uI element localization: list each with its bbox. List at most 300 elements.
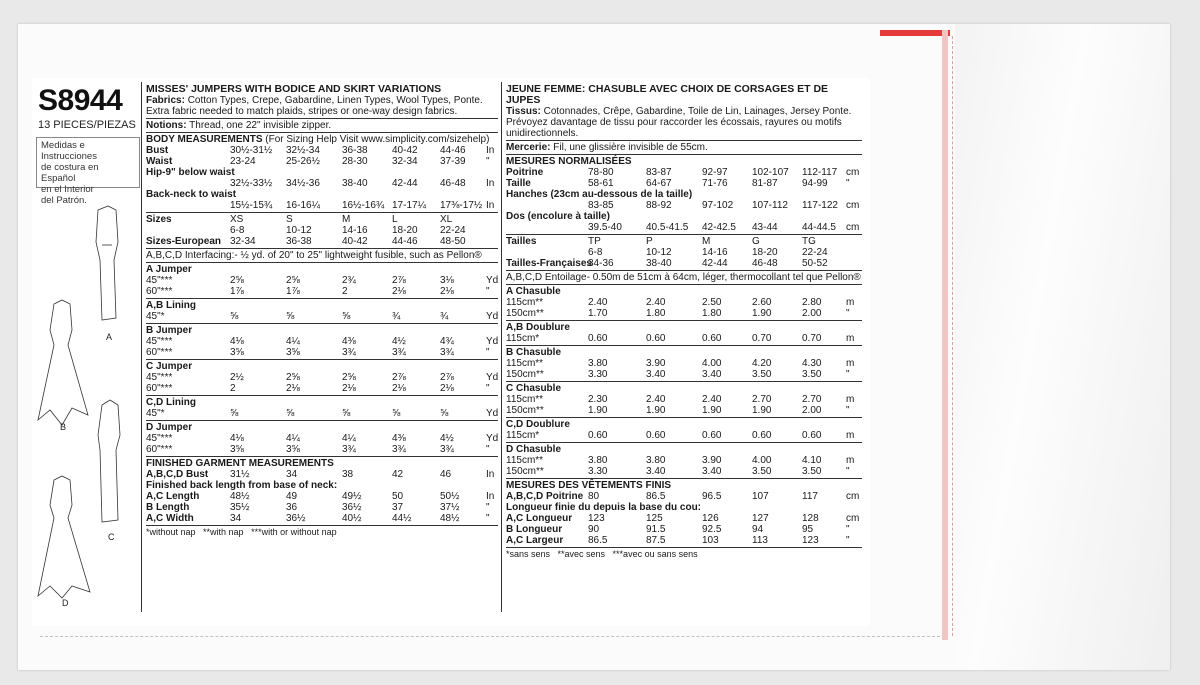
row-value: 4½ bbox=[440, 433, 454, 444]
row-value: 1.90 bbox=[752, 405, 772, 416]
spanish-note-box bbox=[36, 137, 140, 206]
row-unit: In bbox=[486, 469, 495, 480]
rule bbox=[146, 262, 498, 263]
table-row bbox=[506, 394, 862, 405]
row-value: 86.5 bbox=[646, 491, 666, 502]
row-value: 1.80 bbox=[702, 308, 722, 319]
language-divider bbox=[501, 82, 502, 612]
row-unit: " bbox=[846, 524, 850, 535]
row-value: 3¾ bbox=[342, 347, 356, 358]
row-value: 37 bbox=[392, 502, 404, 513]
row-value: 112-117 bbox=[802, 167, 838, 178]
rule bbox=[506, 270, 862, 271]
row-value: 4.00 bbox=[702, 358, 722, 369]
row-value: 126 bbox=[702, 513, 719, 524]
yardage-title: A Chasuble bbox=[506, 286, 561, 297]
row-value: ⅝ bbox=[342, 408, 351, 419]
row-unit: " bbox=[846, 466, 850, 477]
yardage-title: A,B Doublure bbox=[506, 322, 570, 333]
row-value: ⅝ bbox=[230, 311, 239, 322]
row-label: A,C Width bbox=[146, 513, 194, 524]
table-row bbox=[146, 336, 498, 347]
rule bbox=[506, 478, 862, 479]
sizes-euro-row bbox=[506, 258, 862, 269]
row-value: 4⅜ bbox=[342, 336, 356, 347]
size-euro: 32-34 bbox=[230, 236, 256, 247]
row-value: 4⅜ bbox=[392, 433, 406, 444]
size-letter: M bbox=[702, 236, 711, 247]
yardage-title: C,D Doublure bbox=[506, 419, 570, 430]
size-number: 14-16 bbox=[342, 225, 368, 236]
size-number: 14-16 bbox=[702, 247, 728, 258]
row-value: 123 bbox=[802, 535, 819, 546]
row-unit: " bbox=[846, 369, 850, 380]
sizes-label: Tailles bbox=[506, 236, 537, 247]
row-label: 45"* bbox=[146, 311, 165, 322]
row-value: 3¾ bbox=[392, 444, 406, 455]
sizes-row bbox=[506, 247, 862, 258]
row-value: ⅝ bbox=[342, 311, 351, 322]
row-value: 0.60 bbox=[702, 430, 722, 441]
row-value: 58-61 bbox=[588, 178, 614, 189]
row-value: 4½ bbox=[392, 336, 406, 347]
row-value: 40-42 bbox=[392, 145, 418, 156]
table-row bbox=[146, 444, 498, 455]
rule bbox=[146, 456, 498, 457]
size-euro: 36-38 bbox=[286, 236, 312, 247]
row-value: 3.40 bbox=[702, 466, 722, 477]
finished-back-label: Longueur finie du depuis la base du cou: bbox=[506, 502, 702, 513]
row-label: Poitrine bbox=[506, 167, 544, 178]
view-label: B bbox=[60, 422, 67, 432]
sizes-euro-row bbox=[146, 236, 498, 247]
rule bbox=[506, 234, 862, 235]
row-value: 4¼ bbox=[342, 433, 356, 444]
row-value: 42 bbox=[392, 469, 404, 480]
row-value: 48½ bbox=[230, 491, 250, 502]
row-value: 3¾ bbox=[342, 444, 356, 455]
row-value: 2.70 bbox=[752, 394, 772, 405]
notions-text bbox=[506, 142, 862, 153]
row-label: 115cm** bbox=[506, 297, 544, 308]
row-value: 3.80 bbox=[588, 455, 608, 466]
row-value: 0.70 bbox=[802, 333, 822, 344]
footnote: *sans sens **avec sens ***avec ou sans sens bbox=[506, 549, 698, 559]
row-label: 115cm** bbox=[506, 358, 544, 369]
row-value: 0.70 bbox=[752, 333, 772, 344]
row-value: 2 bbox=[342, 286, 348, 297]
row-value: 31½ bbox=[230, 469, 250, 480]
row-value: 50 bbox=[392, 491, 404, 502]
row-value: 3.40 bbox=[646, 466, 666, 477]
rule bbox=[146, 132, 498, 133]
rule bbox=[146, 323, 498, 324]
size-euro: 48-50 bbox=[440, 236, 466, 247]
row-value: 1.70 bbox=[588, 308, 608, 319]
row-value: 3⅝ bbox=[230, 347, 244, 358]
size-number: 10-12 bbox=[646, 247, 672, 258]
row-value: 39.5-40 bbox=[588, 222, 622, 233]
table-row bbox=[146, 145, 498, 156]
table-row bbox=[146, 286, 498, 297]
row-value: 1.80 bbox=[646, 308, 666, 319]
row-value: 4¼ bbox=[286, 433, 300, 444]
row-value: 83-85 bbox=[588, 200, 614, 211]
row-value: 15½-15¾ bbox=[230, 200, 273, 211]
row-value: 125 bbox=[646, 513, 663, 524]
row-label: 45"* bbox=[146, 408, 165, 419]
row-label: A,B,C,D Poitrine bbox=[506, 491, 584, 502]
view-b-drawing bbox=[38, 300, 88, 425]
yardage-title: B Chasuble bbox=[506, 347, 562, 358]
table-row bbox=[506, 524, 862, 535]
table-row bbox=[146, 275, 498, 286]
sizes-row bbox=[506, 236, 862, 247]
yardage-title: A,B Lining bbox=[146, 300, 196, 311]
row-value: 2.40 bbox=[646, 297, 666, 308]
row-unit: m bbox=[846, 333, 855, 344]
table-row bbox=[146, 433, 498, 444]
rule bbox=[506, 284, 862, 285]
fabrics-value: Cotonnades, Crêpe, Gabardine, Toile de Lin, Lainages, Jersey Ponte. Prévoyez davantage de tissu pour raccorder les écossais, rayures ou motifs unidirectionnels. bbox=[506, 106, 852, 139]
row-label: 150cm** bbox=[506, 369, 544, 380]
row-value: ⅝ bbox=[286, 311, 295, 322]
size-number: 10-12 bbox=[286, 225, 312, 236]
notions-label: Mercerie: bbox=[506, 142, 551, 153]
row-value: 23-24 bbox=[230, 156, 256, 167]
row-label: 60"*** bbox=[146, 347, 173, 358]
row-label: Hanches (23cm au-dessous de la taille) bbox=[506, 189, 693, 200]
sizes-label: Sizes bbox=[146, 214, 172, 225]
rule bbox=[146, 395, 498, 396]
row-value: 103 bbox=[702, 535, 719, 546]
notions-value: Fil, une glissière invisible de 55cm. bbox=[553, 142, 708, 153]
row-value: 123 bbox=[588, 513, 605, 524]
row-value: 2⅞ bbox=[440, 372, 454, 383]
row-value: 2.40 bbox=[588, 297, 608, 308]
row-value: 35½ bbox=[230, 502, 250, 513]
rule bbox=[506, 442, 862, 443]
row-value: 4.00 bbox=[752, 455, 772, 466]
view-label: C bbox=[108, 532, 115, 542]
row-value: 102-107 bbox=[752, 167, 789, 178]
row-value: 34½-36 bbox=[286, 178, 320, 189]
row-value: 50½ bbox=[440, 491, 460, 502]
row-unit: " bbox=[486, 383, 490, 394]
row-value: 92-97 bbox=[702, 167, 728, 178]
row-value: 37½ bbox=[440, 502, 460, 513]
table-row bbox=[146, 513, 498, 524]
table-row bbox=[146, 156, 498, 167]
row-value: 113 bbox=[752, 535, 768, 546]
row-value: 2⅛ bbox=[440, 286, 454, 297]
notions-text bbox=[146, 120, 498, 131]
row-label: 60"*** bbox=[146, 444, 173, 455]
row-value: 25-26½ bbox=[286, 156, 320, 167]
row-label: 150cm** bbox=[506, 466, 544, 477]
rule bbox=[506, 320, 862, 321]
row-label: 45"*** bbox=[146, 433, 173, 444]
row-value: 107-112 bbox=[752, 200, 788, 211]
row-value: 3¾ bbox=[440, 444, 454, 455]
table-row bbox=[506, 513, 862, 524]
row-label: A,B,C,D Bust bbox=[146, 469, 209, 480]
row-value: 0.60 bbox=[646, 430, 666, 441]
row-label: A,C Length bbox=[146, 491, 200, 502]
table-row bbox=[506, 405, 862, 416]
fabrics-text bbox=[146, 95, 498, 117]
size-number: 22-24 bbox=[440, 225, 466, 236]
yardage-title: D Jumper bbox=[146, 422, 193, 433]
row-value: 48½ bbox=[440, 513, 460, 524]
table-row bbox=[146, 200, 498, 211]
french-column bbox=[506, 84, 862, 560]
row-label: Back-neck to waist bbox=[146, 189, 237, 200]
row-unit: " bbox=[486, 286, 490, 297]
table-row bbox=[506, 535, 862, 546]
row-value: 38 bbox=[342, 469, 354, 480]
rule bbox=[146, 298, 498, 299]
row-unit: " bbox=[846, 178, 850, 189]
row-value: 2⅝ bbox=[342, 372, 356, 383]
row-value: 44½ bbox=[392, 513, 412, 524]
row-unit: Yd bbox=[486, 408, 499, 419]
row-value: 3⅝ bbox=[230, 444, 244, 455]
row-value: 3.30 bbox=[588, 466, 608, 477]
size-letter: XS bbox=[230, 214, 244, 225]
table-row bbox=[146, 311, 498, 322]
row-unit: m bbox=[846, 394, 855, 405]
table-row bbox=[146, 178, 498, 189]
row-value: 2.00 bbox=[802, 405, 822, 416]
row-value: 2.80 bbox=[802, 297, 822, 308]
table-row bbox=[146, 189, 498, 200]
row-value: 2¾ bbox=[342, 275, 356, 286]
size-letter: TG bbox=[802, 236, 816, 247]
row-label: 45"*** bbox=[146, 336, 173, 347]
row-unit: m bbox=[846, 430, 855, 441]
fold-line bbox=[952, 36, 953, 636]
row-value: 32-34 bbox=[392, 156, 418, 167]
row-value: 17-17¼ bbox=[392, 200, 426, 211]
row-unit: " bbox=[486, 502, 490, 513]
size-euro: 34-36 bbox=[588, 258, 614, 269]
table-row bbox=[506, 466, 862, 477]
row-label: B Longueur bbox=[506, 524, 563, 535]
english-column bbox=[146, 84, 498, 538]
row-unit: cm bbox=[846, 167, 860, 178]
row-value: 36½ bbox=[342, 502, 362, 513]
row-label: 150cm** bbox=[506, 308, 544, 319]
row-value: 3.30 bbox=[588, 369, 608, 380]
row-value: 44-44.5 bbox=[802, 222, 836, 233]
size-euro: 44-46 bbox=[392, 236, 418, 247]
size-number: 18-20 bbox=[752, 247, 778, 258]
size-letter: TP bbox=[588, 236, 601, 247]
row-value: 3¾ bbox=[392, 347, 406, 358]
row-value: 1⅞ bbox=[230, 286, 244, 297]
row-value: 2⅞ bbox=[392, 275, 406, 286]
row-value: 2⅛ bbox=[392, 286, 406, 297]
section-title: JEUNE FEMME: CHASUBLE AVEC CHOIX DE CORSAGES ET DE JUPES bbox=[506, 83, 829, 106]
body-measurements-header bbox=[506, 156, 862, 167]
size-letter: G bbox=[752, 236, 760, 247]
row-value: 1⅞ bbox=[286, 286, 300, 297]
row-value: 3.50 bbox=[752, 466, 772, 477]
notions-label: Notions: bbox=[146, 120, 187, 131]
row-value: 88-92 bbox=[646, 200, 672, 211]
table-row bbox=[146, 383, 498, 394]
sizes-row bbox=[146, 225, 498, 236]
row-value: 3.50 bbox=[802, 369, 822, 380]
view-label: D bbox=[62, 598, 69, 608]
row-value: 42-44 bbox=[392, 178, 418, 189]
table-row bbox=[146, 469, 498, 480]
row-label: Bust bbox=[146, 145, 169, 156]
row-unit: m bbox=[846, 297, 855, 308]
row-unit: Yd bbox=[486, 433, 499, 444]
row-value: 2⅛ bbox=[392, 383, 406, 394]
row-value: 2.70 bbox=[802, 394, 822, 405]
row-value: 97-102 bbox=[702, 200, 734, 211]
row-value: 3.90 bbox=[702, 455, 722, 466]
row-label: 60"*** bbox=[146, 286, 173, 297]
row-value: 2 bbox=[230, 383, 236, 394]
row-value: 2⅛ bbox=[440, 383, 454, 394]
finished-back-label: Finished back length from base of neck: bbox=[146, 480, 338, 491]
interfacing-text: A,B,C,D Interfacing:- ½ yd. of 20" to 25" lightweight fusible, such as Pellon® bbox=[146, 250, 482, 261]
row-value: 40.5-41.5 bbox=[646, 222, 689, 233]
row-value: 94-99 bbox=[802, 178, 828, 189]
row-unit: cm bbox=[846, 491, 860, 502]
row-value: 3.40 bbox=[702, 369, 722, 380]
row-value: 43-44 bbox=[752, 222, 778, 233]
row-value: 0.60 bbox=[752, 430, 772, 441]
fabrics-label: Fabrics: bbox=[146, 95, 185, 106]
red-edge-mark bbox=[880, 30, 950, 36]
spanish-note-line: de costura en Español bbox=[41, 162, 99, 184]
table-row bbox=[506, 333, 862, 344]
rule bbox=[506, 547, 862, 548]
row-unit: In bbox=[486, 200, 495, 211]
size-euro: 46-48 bbox=[752, 258, 778, 269]
row-value: 127 bbox=[752, 513, 769, 524]
table-row bbox=[146, 347, 498, 358]
row-unit: " bbox=[846, 308, 850, 319]
table-row bbox=[506, 358, 862, 369]
row-value: 80 bbox=[588, 491, 600, 502]
row-value: 1.90 bbox=[702, 405, 722, 416]
table-row bbox=[146, 408, 498, 419]
row-value: ⅝ bbox=[440, 408, 449, 419]
row-value: ⅝ bbox=[286, 408, 295, 419]
row-unit: " bbox=[846, 405, 850, 416]
row-value: 32½-33½ bbox=[230, 178, 273, 189]
size-letter: S bbox=[286, 214, 293, 225]
row-value: 4.30 bbox=[802, 358, 822, 369]
rule bbox=[146, 525, 498, 526]
row-unit: In bbox=[486, 178, 495, 189]
row-label: Waist bbox=[146, 156, 173, 167]
row-value: 2.40 bbox=[646, 394, 666, 405]
table-row bbox=[146, 167, 498, 178]
row-value: 49 bbox=[286, 491, 298, 502]
finished-title: FINISHED GARMENT MEASUREMENTS bbox=[146, 458, 334, 469]
table-row bbox=[146, 502, 498, 513]
row-value: 2⅛ bbox=[342, 383, 356, 394]
row-value: 92.5 bbox=[702, 524, 722, 535]
table-row bbox=[146, 491, 498, 502]
yardage-title: B Jumper bbox=[146, 325, 193, 336]
rule bbox=[146, 420, 498, 421]
size-number: 18-20 bbox=[392, 225, 418, 236]
row-label: A,C Longueur bbox=[506, 513, 573, 524]
row-label: 60"*** bbox=[146, 383, 173, 394]
pattern-number: S8944 bbox=[38, 84, 123, 117]
row-value: 4.10 bbox=[802, 455, 822, 466]
view-a-drawing bbox=[96, 206, 118, 320]
row-value: 95 bbox=[802, 524, 814, 535]
body-measurements-note: (For Sizing Help Visit www.simplicity.com/sizehelp) bbox=[265, 134, 490, 145]
view-label: A bbox=[106, 332, 113, 342]
row-value: 96.5 bbox=[702, 491, 722, 502]
spanish-note-line: Medidas e Instrucciones bbox=[41, 140, 97, 162]
rule bbox=[506, 154, 862, 155]
envelope-flap bbox=[955, 24, 1170, 670]
body-measurements-title: BODY MEASUREMENTS bbox=[146, 134, 263, 145]
sizes-euro-label: Sizes-European bbox=[146, 236, 222, 247]
table-row bbox=[506, 178, 862, 189]
row-value: 117-122 bbox=[802, 200, 838, 211]
row-value: 46 bbox=[440, 469, 452, 480]
row-unit: Yd bbox=[486, 311, 499, 322]
row-value: 2⅝ bbox=[286, 372, 300, 383]
rule bbox=[506, 417, 862, 418]
table-row bbox=[506, 222, 862, 233]
row-value: 83-87 bbox=[646, 167, 672, 178]
row-unit: In bbox=[486, 491, 495, 502]
row-value: 87.5 bbox=[646, 535, 666, 546]
row-value: 78-80 bbox=[588, 167, 614, 178]
row-value: 117 bbox=[802, 491, 818, 502]
row-label: 115cm** bbox=[506, 455, 544, 466]
row-unit: " bbox=[486, 347, 490, 358]
row-value: 36 bbox=[286, 502, 298, 513]
row-value: 2.50 bbox=[702, 297, 722, 308]
size-letter: L bbox=[392, 214, 398, 225]
size-letter: XL bbox=[440, 214, 453, 225]
row-value: 128 bbox=[802, 513, 819, 524]
row-value: 2⅞ bbox=[392, 372, 406, 383]
view-c-drawing bbox=[98, 400, 120, 522]
yardage-title: C Chasuble bbox=[506, 383, 562, 394]
red-edge-strip bbox=[942, 30, 948, 640]
row-value: 2.00 bbox=[802, 308, 822, 319]
fabrics-label: Tissus: bbox=[506, 106, 541, 117]
row-unit: " bbox=[486, 156, 490, 167]
size-euro: 40-42 bbox=[342, 236, 368, 247]
row-value: 1.90 bbox=[588, 405, 608, 416]
row-label: 115cm** bbox=[506, 394, 544, 405]
row-label: 115cm* bbox=[506, 333, 540, 344]
notions-value: Thread, one 22" invisible zipper. bbox=[189, 120, 332, 131]
row-unit: Yd bbox=[486, 275, 499, 286]
row-value: 17⅜-17½ bbox=[440, 200, 483, 211]
row-unit: Yd bbox=[486, 372, 499, 383]
row-value: 3.80 bbox=[646, 455, 666, 466]
row-value: 91.5 bbox=[646, 524, 666, 535]
row-label: A,C Largeur bbox=[506, 535, 564, 546]
